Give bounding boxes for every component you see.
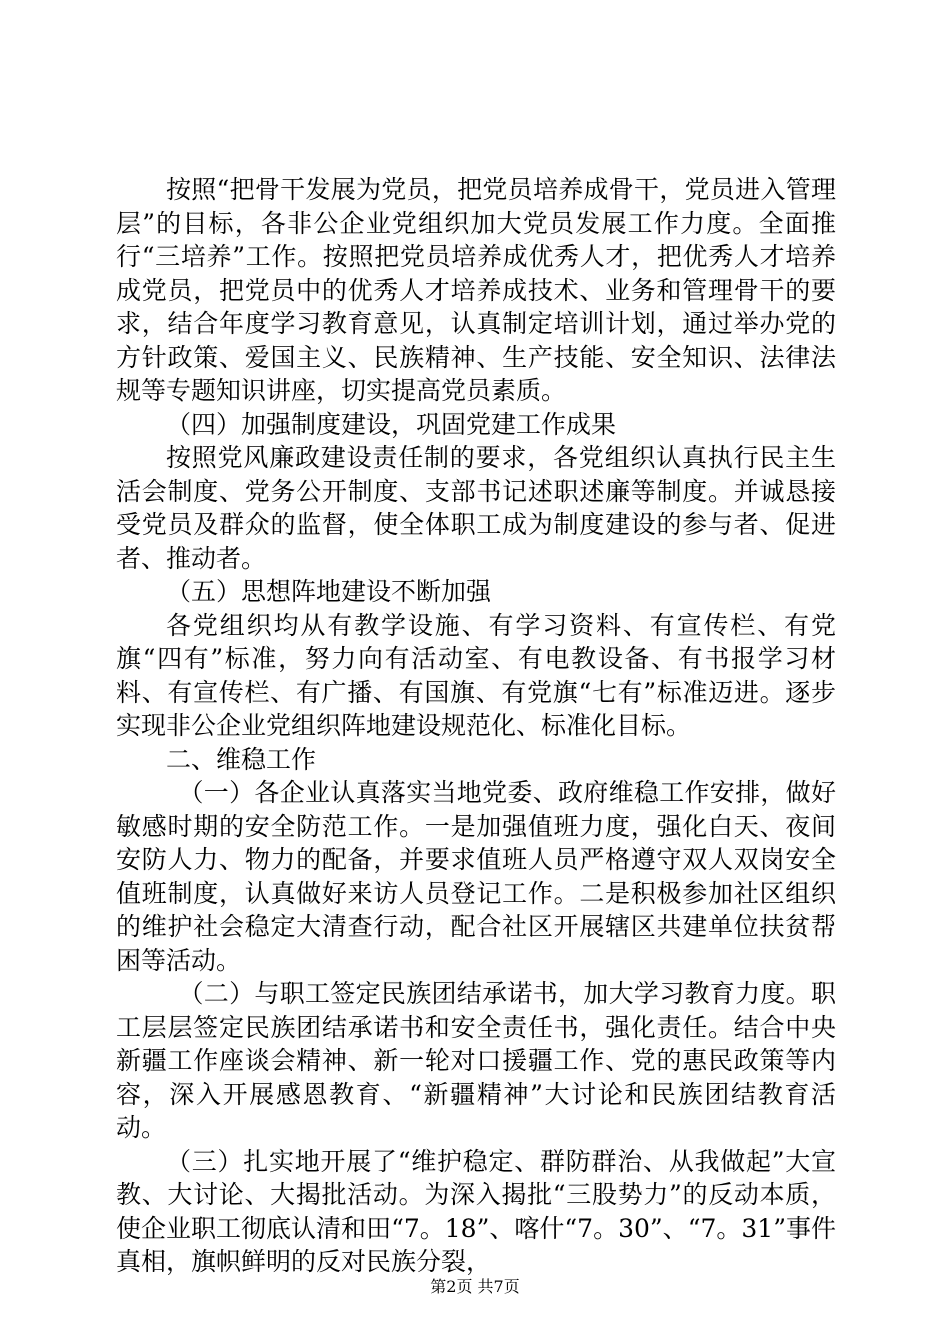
paragraph-stability-item-1: （一）各企业认真落实当地党委、政府维稳工作安排，做好敏感时期的安全防范工作。一是加强值班力度，强化白天、夜间安防人力、物力的配备，并要求值班人员严格遵守双人双岗安全值班制度，认真做好来访人员登记工作。二是积极参加社区组织的维护社会稳定大清查行动，配合社区开展辖区共建单位扶贫帮困等活动。 — [116, 778, 836, 975]
paragraph-system-building: 按照党风廉政建设责任制的要求，各党组织认真执行民主生活会制度、党务公开制度、支部书记述职述廉等制度。并诚恳接受党员及群众的监督，使全体职工成为制度建设的参与者、促进者、推动者。 — [116, 443, 836, 573]
document-body — [116, 173, 836, 1279]
heading-system-building: （四）加强制度建设，巩固党建工作成果 — [166, 409, 617, 439]
heading-stability-work: 二、维稳工作 — [166, 744, 317, 774]
paragraph-stability-item-3: （三）扎实地开展了“维护稳定、群防群治、从我做起”大宣教、大讨论、大揭批活动。为深入揭批“三股势力”的反动本质，使企业职工彻底认清和田“7。18”、喀什“7。30”、“7。31”事件真相，旗帜鲜明的反对民族分裂， — [116, 1146, 836, 1276]
page-footer: 第2页 共7页 — [430, 1277, 520, 1296]
paragraph-party-member-development: 按照“把骨干发展为党员，把党员培养成骨干，党员进入管理层”的目标，各非公企业党组织加大党员发展工作力度。全面推行“三培养”工作。按照把党员培养成优秀人才，把优秀人才培养成党员，把党员中的优秀人才培养成技术、业务和管理骨干的要求，结合年度学习教育意见，认真制定培训计划，通过举办党的方针政策、爱国主义、民族精神、生产技能、安全知识、法律法规等专题知识讲座，切实提高党员素质。 — [116, 175, 836, 405]
heading-ideological-position: （五）思想阵地建设不断加强 — [166, 577, 492, 606]
paragraph-stability-item-2: （二）与职工签定民族团结承诺书，加大学习教育力度。职工层层签定民族团结承诺书和安全责任书，强化责任。结合中央新疆工作座谈会精神、新一轮对口援疆工作、党的惠民政策等内容，深入开展感恩教育、“新疆精神”大讨论和民族团结教育活动。 — [116, 979, 836, 1142]
paragraph-ideological-position: 各党组织均从有教学设施、有学习资料、有宣传栏、有党旗“四有”标准，努力向有活动室、有电教设备、有书报学习材料、有宣传栏、有广播、有国旗、有党旗“七有”标准迈进。逐步实现非公企业党组织阵地建设规范化、标准化目标。 — [116, 610, 836, 740]
